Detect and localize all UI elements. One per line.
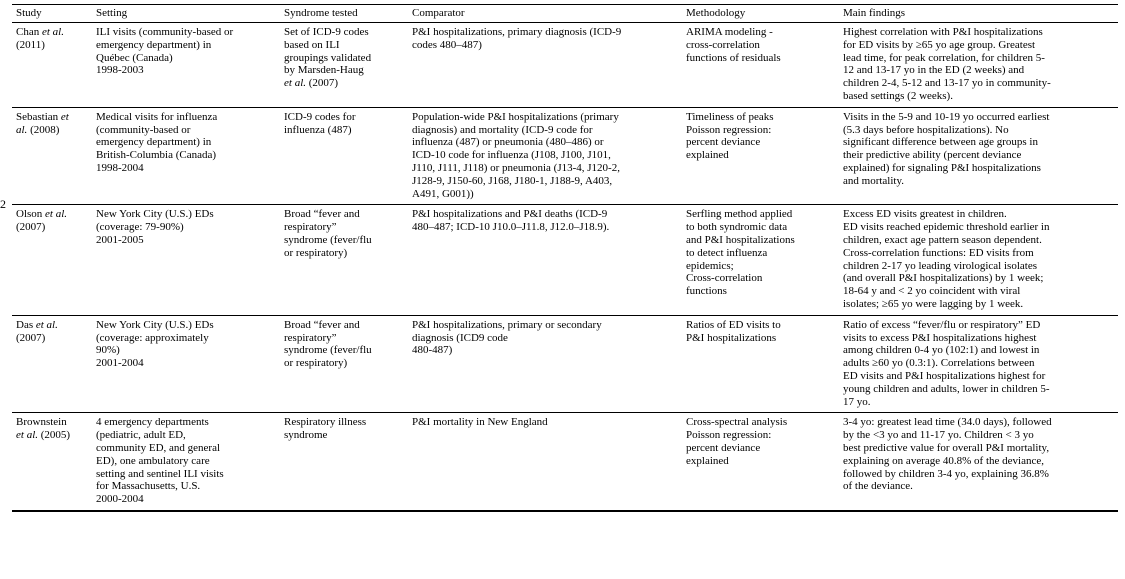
cell-line [96, 111, 276, 124]
text-segment: 1998-2003 [96, 64, 144, 77]
cell-line [843, 298, 1114, 311]
cell-line [686, 136, 835, 149]
cell-line [96, 480, 276, 493]
text-segment: to detect influenza [686, 246, 768, 259]
text-segment: Brownstein [16, 416, 67, 429]
cell-line [686, 319, 835, 332]
cell-line [843, 124, 1114, 137]
text-segment: 3-4 yo: greatest lead time (34.0 days), followed [843, 416, 1052, 429]
text-segment: (community-based or [96, 123, 191, 136]
text-segment: adults ≥60 yo (0.3:1). Correlations between [843, 357, 1035, 370]
text-segment: emergency department) in [96, 136, 212, 149]
text-segment: (and overall P&I hospitalizations) by 1 week; [843, 272, 1044, 285]
cell-syndrome-tested [280, 315, 408, 413]
cell-line [686, 442, 835, 455]
text-segment: syndrome [284, 429, 328, 442]
cell-study [12, 205, 92, 315]
text-segment: (5.3 days before hospitalizations). No [843, 123, 1009, 136]
text-segment: Broad “fever and [284, 318, 360, 331]
text-segment: influenza (487) or pneumonia (480–486) or [412, 136, 604, 149]
cell-main-findings [839, 23, 1118, 108]
text-segment: Population-wide P&I hospitalizations (primary [412, 110, 619, 123]
cell-line [843, 221, 1114, 234]
text-segment: setting and sentinel ILI visits [96, 467, 224, 480]
cell-line [96, 52, 276, 65]
cell-line [284, 357, 404, 370]
text-segment: Cross-correlation functions: ED visits from [843, 246, 1034, 259]
text-segment: ED), one ambulatory care [96, 454, 210, 467]
text-segment: or respiratory) [284, 357, 348, 370]
cell-line [96, 234, 276, 247]
cell-line [16, 111, 88, 124]
table-row [12, 413, 1118, 511]
cell-line [843, 111, 1114, 124]
text-segment: groupings validated [284, 51, 372, 64]
table-header [12, 5, 1118, 23]
cell-line [412, 175, 678, 188]
cell-line [96, 221, 276, 234]
cell-methodology [682, 413, 839, 511]
text-segment: children 2-17 yo leading virological isolates [843, 259, 1037, 272]
text-segment: ED visits and P&I hospitalizations highest for [843, 369, 1046, 382]
text-segment: syndrome (fever/flu [284, 344, 372, 357]
text-segment: among children 0-4 yo (102:1) and lowest in [843, 344, 1040, 357]
cell-line [284, 52, 404, 65]
cell-line [284, 234, 404, 247]
table-row [12, 23, 1118, 108]
text-segment: (coverage: 79-90%) [96, 221, 184, 234]
cell-syndrome-tested [280, 413, 408, 511]
text-segment: Cross-spectral analysis [686, 416, 788, 429]
cell-line [686, 111, 835, 124]
cell-line [843, 468, 1114, 481]
cell-line [412, 162, 678, 175]
italic-text: et al. [284, 77, 306, 90]
text-segment: Ratios of ED visits to [686, 318, 781, 331]
cell-line [16, 26, 88, 39]
text-segment: by the <3 yo and 11-17 yo. Children < 3 yo [843, 429, 1034, 442]
cell-line [843, 319, 1114, 332]
header-methodology: Methodology [686, 7, 746, 19]
cell-line [96, 136, 276, 149]
cell-line [284, 64, 404, 77]
text-segment: Olson [16, 208, 46, 221]
text-segment: 2000-2004 [96, 493, 144, 506]
cell-line [843, 480, 1114, 493]
cell-line [412, 416, 678, 429]
header-setting: Setting [96, 7, 128, 19]
text-segment: based on ILI [284, 38, 340, 51]
cell-comparator [408, 107, 682, 205]
text-segment: P&I hospitalizations [686, 331, 777, 344]
cell-line [843, 77, 1114, 90]
cell-line [284, 77, 404, 90]
header-comparator: Comparator [412, 7, 465, 19]
cell-line [96, 149, 276, 162]
cell-line [843, 455, 1114, 468]
cell-line [843, 247, 1114, 260]
table-body [12, 23, 1118, 511]
text-segment: 4 emergency departments [96, 416, 209, 429]
cell-line [686, 247, 835, 260]
text-segment: by Marsden-Haug [284, 64, 364, 77]
cell-line [96, 455, 276, 468]
text-segment: children 2-4, 5-12 and 13-17 yo in community- [843, 77, 1051, 90]
text-segment: Set of ICD-9 codes [284, 26, 369, 38]
cell-line [284, 429, 404, 442]
cell-setting [92, 23, 280, 108]
text-segment: emergency department) in [96, 38, 212, 51]
text-segment: 480-487) [412, 344, 453, 357]
text-segment: functions [686, 285, 727, 298]
cell-line [412, 208, 678, 221]
cell-line [16, 429, 88, 442]
cell-study [12, 107, 92, 205]
cell-line [843, 357, 1114, 370]
italic-text: et [60, 110, 69, 123]
text-segment: 2001-2004 [96, 357, 144, 370]
cell-main-findings [839, 205, 1118, 315]
cell-line [843, 64, 1114, 77]
cell-line [96, 357, 276, 370]
text-segment: lead time, for peak correlation, for children 5- [843, 51, 1045, 64]
text-segment: ILI visits (community-based or [96, 26, 234, 38]
cell-main-findings [839, 413, 1118, 511]
text-segment: to both syndromic data [686, 221, 788, 234]
text-segment: Visits in the 5-9 and 10-19 yo occurred earliest [843, 110, 1050, 123]
cell-methodology [682, 205, 839, 315]
cell-line [412, 136, 678, 149]
text-segment: P&I hospitalizations, primary diagnosis (ICD-9 [412, 26, 622, 38]
text-segment: followed by children 3-4 yo, explaining 36.8% [843, 467, 1049, 480]
cell-line [96, 332, 276, 345]
cell-line [16, 332, 88, 345]
cell-line [284, 208, 404, 221]
text-segment: Cross-correlation [686, 272, 763, 285]
text-segment: best predictive value for overall P&I mortality, [843, 441, 1050, 454]
text-segment: Québec (Canada) [96, 51, 173, 64]
cell-line [16, 319, 88, 332]
cell-line [96, 493, 276, 506]
text-segment: cross-correlation [686, 38, 760, 51]
cell-line [96, 64, 276, 77]
text-segment: (2011) [16, 38, 45, 51]
cell-line [843, 416, 1114, 429]
cell-line [843, 162, 1114, 175]
text-segment: J110, J111, J118) or pneumonia (J13-4, J120-2, [412, 161, 620, 174]
cell-setting [92, 315, 280, 413]
text-segment: explained) for signaling P&I hospitalizations [843, 161, 1041, 174]
cell-line [686, 234, 835, 247]
cell-line [843, 383, 1114, 396]
text-segment: (coverage: approximately [96, 331, 209, 344]
text-segment: 480–487; ICD-10 J10.0–J11.8, J12.0–J18.9). [412, 221, 610, 234]
italic-text: et al. [41, 26, 64, 38]
cell-line [284, 416, 404, 429]
cell-line [284, 26, 404, 39]
text-segment: 18-64 y and < 2 yo coincident with viral [843, 285, 1021, 298]
header-syndrome-tested: Syndrome tested [284, 7, 358, 19]
text-segment: (2008) [27, 123, 60, 136]
text-segment: for Massachusetts, U.S. [96, 480, 201, 493]
text-segment: Chan [16, 26, 42, 38]
text-segment: or respiratory) [284, 246, 348, 259]
text-segment: Timeliness of peaks [686, 110, 774, 123]
text-segment: diagnosis (ICD9 code [412, 331, 508, 344]
text-segment: 1998-2004 [96, 161, 144, 174]
cell-line [16, 124, 88, 137]
cell-setting [92, 413, 280, 511]
cell-line [412, 26, 678, 39]
text-segment: (2007) [16, 331, 46, 344]
cell-line [16, 416, 88, 429]
cell-line [284, 319, 404, 332]
cell-line [686, 455, 835, 468]
cell-comparator [408, 205, 682, 315]
text-segment: 17 yo. [843, 395, 871, 408]
text-segment: respiratory” [284, 221, 337, 234]
cell-line [284, 332, 404, 345]
cell-line [843, 52, 1114, 65]
cell-study [12, 23, 92, 108]
cell-line [96, 26, 276, 39]
cell-line [284, 39, 404, 52]
cell-comparator [408, 23, 682, 108]
cell-study [12, 315, 92, 413]
cell-line [686, 52, 835, 65]
cell-line [96, 442, 276, 455]
cell-line [686, 26, 835, 39]
text-segment: functions of residuals [686, 51, 781, 64]
cell-line [843, 429, 1114, 442]
cell-line [843, 136, 1114, 149]
cell-line [686, 285, 835, 298]
cell-line [686, 260, 835, 273]
text-segment: ED visits reached epidemic threshold earlier in [843, 221, 1050, 234]
cell-line [412, 124, 678, 137]
text-segment: Medical visits for influenza [96, 110, 218, 123]
text-segment: Serfling method applied [686, 208, 793, 221]
cell-line [843, 272, 1114, 285]
text-segment: their predictive ability (percent deviance [843, 149, 1022, 162]
cell-line [843, 175, 1114, 188]
cell-line [686, 429, 835, 442]
cell-line [843, 26, 1114, 39]
cell-comparator [408, 413, 682, 511]
cell-line [843, 39, 1114, 52]
cell-line [412, 332, 678, 345]
text-segment: Ratio of excess “fever/flu or respiratory” ED [843, 318, 1041, 331]
text-segment: P&I mortality in New England [412, 416, 548, 429]
cell-line [686, 149, 835, 162]
cell-line [843, 208, 1114, 221]
text-segment: 12 and 13-17 yo in the ED (2 weeks) and [843, 64, 1025, 77]
text-segment: visits to excess P&I hospitalizations highest [843, 331, 1037, 344]
text-segment: ICD-10 code for influenza (J108, J100, J101, [412, 149, 611, 162]
cell-line [284, 247, 404, 260]
text-segment: (2005) [38, 429, 71, 442]
cell-line [284, 124, 404, 137]
cell-line [412, 319, 678, 332]
italic-text: et al. [45, 208, 68, 221]
italic-text: al. [16, 123, 28, 136]
text-segment: based settings (2 weeks). [843, 89, 953, 102]
text-segment: explained [686, 454, 729, 467]
cell-line [412, 149, 678, 162]
cell-line [843, 332, 1114, 345]
cell-line [843, 149, 1114, 162]
text-segment: Sebastian [16, 110, 61, 123]
text-segment: Broad “fever and [284, 208, 360, 221]
cell-line [843, 285, 1114, 298]
text-segment: Poisson regression: [686, 123, 772, 136]
cell-syndrome-tested [280, 107, 408, 205]
text-segment: J128-9, J150-60, J168, J180-1, J188-9, A403, [412, 174, 613, 187]
cell-line [284, 221, 404, 234]
cell-study [12, 413, 92, 511]
cell-comparator [408, 315, 682, 413]
cell-line [284, 344, 404, 357]
text-segment: 90%) [96, 344, 120, 357]
cell-line [412, 188, 678, 201]
text-segment: explaining on average 40.8% of the deviance, [843, 454, 1044, 467]
header-row [12, 5, 1118, 23]
text-segment: diagnosis) and mortality (ICD-9 code for [412, 123, 593, 136]
table-row [12, 315, 1118, 413]
cell-line [96, 429, 276, 442]
italic-text: et al. [35, 318, 58, 331]
cell-line [412, 221, 678, 234]
cell-line [686, 208, 835, 221]
cell-line [96, 416, 276, 429]
cell-line [96, 124, 276, 137]
cell-setting [92, 205, 280, 315]
cell-line [16, 208, 88, 221]
cell-setting [92, 107, 280, 205]
text-segment: Poisson regression: [686, 429, 772, 442]
study-table-container [12, 4, 1118, 512]
text-segment: 2001-2005 [96, 233, 144, 246]
cell-line [843, 344, 1114, 357]
text-segment: New York City (U.S.) EDs [96, 318, 214, 331]
cell-main-findings [839, 315, 1118, 413]
text-segment: and mortality. [843, 174, 904, 187]
text-segment: influenza (487) [284, 123, 352, 136]
text-segment: Excess ED visits greatest in children. [843, 208, 1007, 221]
text-segment: syndrome (fever/flu [284, 233, 372, 246]
cell-line [412, 344, 678, 357]
cell-line [96, 162, 276, 175]
cell-line [16, 39, 88, 52]
cell-line [96, 39, 276, 52]
text-segment: ARIMA modeling - [686, 26, 773, 38]
text-segment: isolates; ≥65 yo were lagging by 1 week. [843, 297, 1024, 310]
text-segment: percent deviance [686, 441, 761, 454]
cell-line [686, 39, 835, 52]
cell-methodology [682, 23, 839, 108]
text-segment: British-Columbia (Canada) [96, 149, 217, 162]
text-segment: of the deviance. [843, 480, 913, 493]
italic-text: et al. [16, 429, 38, 442]
text-segment: children, exact age pattern season dependent. [843, 233, 1042, 246]
cell-line [96, 319, 276, 332]
table-row [12, 107, 1118, 205]
text-segment: Respiratory illness [284, 416, 367, 429]
cell-line [843, 370, 1114, 383]
text-segment: New York City (U.S.) EDs [96, 208, 214, 221]
text-segment: respiratory” [284, 331, 337, 344]
cell-line [412, 39, 678, 52]
text-segment: epidemics; [686, 259, 734, 272]
text-segment: and P&I hospitalizations [686, 233, 795, 246]
cell-line [284, 111, 404, 124]
header-study: Study [16, 7, 42, 19]
cell-main-findings [839, 107, 1118, 205]
cell-line [843, 234, 1114, 247]
header-main-findings: Main findings [843, 7, 906, 19]
cell-line [16, 221, 88, 234]
cell-line [843, 396, 1114, 409]
text-segment: (2007) [306, 77, 339, 90]
cell-line [686, 272, 835, 285]
cell-line [96, 208, 276, 221]
text-segment: (pediatric, adult ED, [96, 429, 186, 442]
text-segment: P&I hospitalizations, primary or secondary [412, 318, 602, 331]
text-segment: percent deviance [686, 136, 761, 149]
cell-line [96, 468, 276, 481]
text-segment: codes 480–487) [412, 38, 482, 51]
cell-methodology [682, 107, 839, 205]
cell-methodology [682, 315, 839, 413]
cell-syndrome-tested [280, 23, 408, 108]
cell-syndrome-tested [280, 205, 408, 315]
cell-line [843, 442, 1114, 455]
text-segment: A491, G001)) [412, 187, 474, 200]
cell-line [686, 332, 835, 345]
study-comparison-table [12, 4, 1118, 512]
cell-line [686, 124, 835, 137]
cell-line [843, 90, 1114, 103]
text-segment: P&I hospitalizations and P&I deaths (ICD-9 [412, 208, 608, 221]
cell-line [96, 344, 276, 357]
text-segment: (2007) [16, 221, 46, 234]
text-segment: explained [686, 149, 729, 162]
margin-page-mark: 2 [0, 197, 6, 211]
text-segment: community ED, and general [96, 441, 221, 454]
text-segment: for ED visits by ≥65 yo age group. Greatest [843, 38, 1036, 51]
text-segment: young children and adults, lower in children 5- [843, 382, 1050, 395]
text-segment: Das [16, 318, 36, 331]
cell-line [412, 111, 678, 124]
cell-line [686, 221, 835, 234]
text-segment: ICD-9 codes for [284, 110, 356, 123]
cell-line [843, 260, 1114, 273]
table-row [12, 205, 1118, 315]
text-segment: Highest correlation with P&I hospitalizations [843, 26, 1043, 38]
cell-line [686, 416, 835, 429]
text-segment: significant difference between age groups in [843, 136, 1038, 149]
